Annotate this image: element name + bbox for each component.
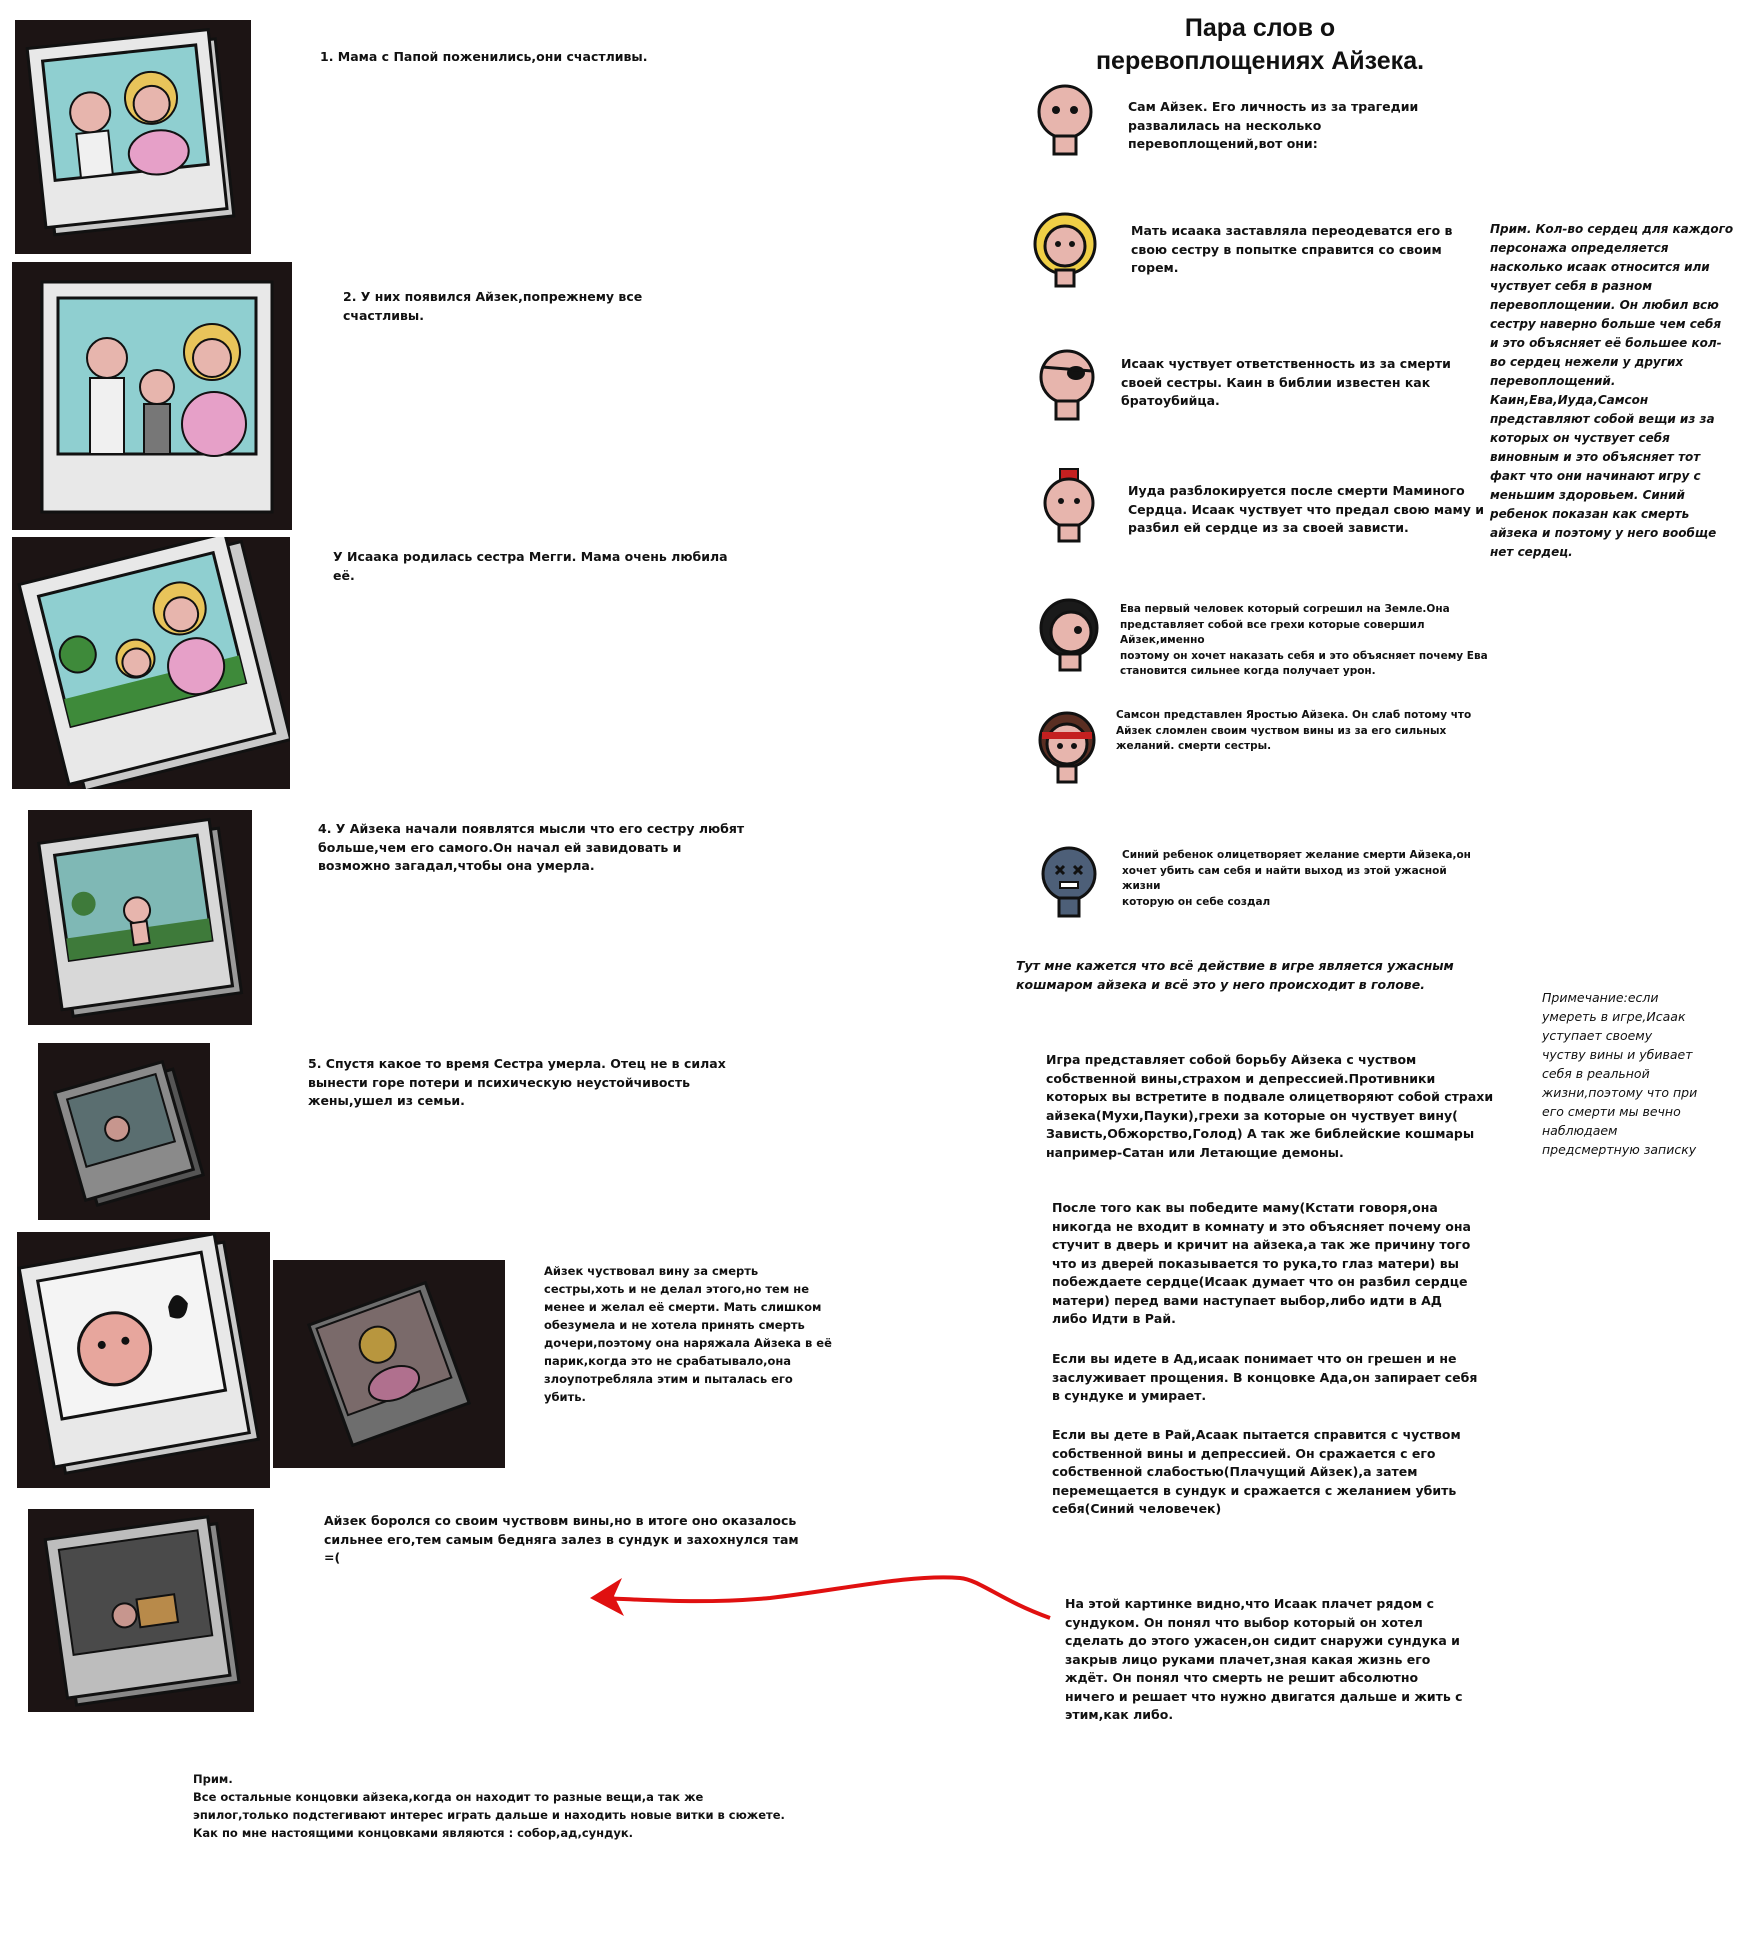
char-text-blue-baby: Синий ребенок олицетворяет желание смерти Айзека,он хочет убить сам себя и найти выход из этой ужасной жизни которую он себе создал	[1122, 849, 1471, 908]
eve-icon	[1034, 596, 1104, 676]
polaroid-mother-icon	[273, 1260, 505, 1468]
story-image-1	[15, 20, 251, 254]
magdalene-icon	[1030, 212, 1100, 292]
char-text-isaac: Сам Айзек. Его личность из за трагедии развалилась на несколько перевоплощений,вот они:	[1128, 99, 1419, 151]
game-paragraph: Игра представляет собой борьбу Айзека с чуством собственной вины,страхом и депрессией.Противники которых вы встретите в подвале олицетворяют собой страхи айзека(Мухи,Пауки),грехи за которые он чуствует вину( Зависть,Обжорство,Голод) А так же библейские кошмары например-Сатан или Летающие демоны.	[1046, 1052, 1494, 1160]
polaroid-wedding-icon	[15, 20, 251, 254]
char-text-magdalene: Мать исаака заставляла переодеватся его в свою сестру в попытке справится со своим горем.	[1131, 223, 1453, 275]
story-image-7	[28, 1509, 254, 1712]
polaroid-family-icon	[12, 262, 292, 530]
polaroid-chest-icon	[28, 1509, 254, 1712]
polaroid-dark-icon	[38, 1043, 210, 1220]
story-text-2: 2. У них появился Айзек,попрежнему все счастливы.	[343, 289, 643, 323]
cain-icon	[1032, 345, 1102, 425]
samson-icon	[1032, 708, 1102, 788]
story-image-5	[38, 1043, 210, 1220]
char-text-samson: Самсон представлен Яростью Айзека. Он слаб потому что Айзек сломлен своим чуством вины из за его сильных желаний. смерти сестры.	[1116, 709, 1472, 752]
char-text-judas: Иуда разблокируется после смерти Маминого Сердца. Исаак чуствует что предал свою маму и разбил ей сердце из за своей зависти.	[1128, 483, 1484, 535]
heaven-paragraph: Если вы дете в Рай,Асаак пытается справится с чуством собственной вины и депрессией. Он сражается с его собственной слабостью(Плачущий Айзек),а затем перемещается в сундук и сражается с желанием убить себя(Синий человечек)	[1052, 1427, 1461, 1516]
nightmare-note: Тут мне кажется что всё действие в игре является ужасным кошмаром айзека и всё это у него происходит в голове.	[1016, 958, 1454, 992]
story-image-6a	[17, 1232, 270, 1488]
side-note-hearts: Прим. Кол-во сердец для каждого персонажа определяется насколько исаак относится или чуствует себя в разном перевоплощении. Он любил всю сестру наверно больше чем себя и это объясняет её большее кол- во сердец нежели у других перевоплощений. Каин,Ева,Иуда,Самсон представляют собой вещи из за которых он чуствует себя виновным и это объясняет тот факт что они начинают игру с меньшим здоровьем. Синий ребенок показан как смерть айзека и поэтому у него вообще нет сердец.	[1490, 222, 1734, 559]
story-text-1: 1. Мама с Папой поженились,они счастливы.	[320, 49, 648, 64]
story-text-4: 4. У Айзека начали появлятся мысли что его сестру любят больше,чем его самого.Он начал ей завидовать и возможно загадал,чтобы она умерла.	[318, 821, 745, 873]
blue-baby-icon	[1034, 842, 1104, 922]
isaac-icon	[1030, 80, 1100, 160]
char-text-cain: Исаак чуствует ответственность из за смерти своей сестры. Каин в библии известен как братоубийца.	[1121, 356, 1451, 408]
chest-paragraph: На этой картинке видно,что Исаак плачет рядом с сундуком. Он понял что выбор который он хотел сделать до этого ужасен,он сидит снаружи сундука и закрыв лицо руками плачет,зная какая жизнь его ждёт. Он понял что смерть не решит абсолютно ничего и решает что нужно двигатся дальше и жить с этим,как либо.	[1065, 1596, 1463, 1722]
polaroid-monster-icon	[17, 1232, 270, 1488]
mom-paragraph: После того как вы победите маму(Кстати говоря,она никогда не входит в комнату и это объясняет почему она стучит в дверь и кричит на айзека,а так же причину того что из дверей показывается то рука,то глаз матери) вы побеждаете сердце(Исаак думает что он разбил сердце матери) перед вами наступает выбор,либо идти в АД либо Идти в Рай.	[1052, 1200, 1471, 1326]
polaroid-alone-icon	[28, 810, 252, 1025]
story-image-6b	[273, 1260, 505, 1468]
story-image-4	[28, 810, 252, 1025]
judas-icon	[1034, 467, 1104, 547]
story-text-3: У Исаака родилась сестра Мегги. Мама очень любила её.	[333, 549, 728, 583]
red-arrow-icon	[580, 1570, 1060, 1660]
page-title: Пара слов о перевоплощениях Айзека.	[1095, 14, 1425, 75]
polaroid-sister-icon	[12, 537, 290, 789]
story-image-3	[12, 537, 290, 789]
endings-note: Прим. Все остальные концовки айзека,когда он находит то разные вещи,а так же эпилог,только подстегивают интерес играть дальше и находить новые витки в сюжете. Как по мне настоящими концовками являются : собор,ад,сундук.	[193, 1772, 785, 1840]
story-text-5: 5. Спустя какое то время Сестра умерла. Отец не в силах вынести горе потери и психическую неустойчивость жены,ушел из семьи.	[308, 1056, 726, 1108]
story-image-2	[12, 262, 292, 530]
story-text-6: Айзек чуствовал вину за смерть сестры,хоть и не делал этого,но тем не менее и желал её смерти. Мать слишком обезумела и не хотела принять смерть дочери,поэтому она наряжала Айзека в её парик,когда это не срабатывало,она злоупотребляла этим и пыталась его убить.	[544, 1264, 832, 1404]
char-text-eve: Ева первый человек который согрешил на Земле.Она представляет собой все грехи которые совершил Айзек,именно поэтому он хочет наказать себя и это объясняет почему Ева становится сильнее когда получает урон.	[1120, 603, 1488, 677]
hell-paragraph: Если вы идете в Ад,исаак понимает что он грешен и не заслуживает прощения. В концовке Ада,он запирает себя в сундуке и умирает.	[1052, 1351, 1478, 1403]
story-text-7: Айзек боролся со своим чуствовм вины,но в итоге оно оказалось сильнее его,тем самым бедняга залез в сундук и захохнулся там =(	[324, 1513, 799, 1565]
death-note: Примечание:если умереть в игре,Исаак уступает своему чуству вины и убивает себя в реальной жизни,поэтому что при его смерти мы вечно наблюдаем предсмертную записку	[1542, 990, 1698, 1157]
